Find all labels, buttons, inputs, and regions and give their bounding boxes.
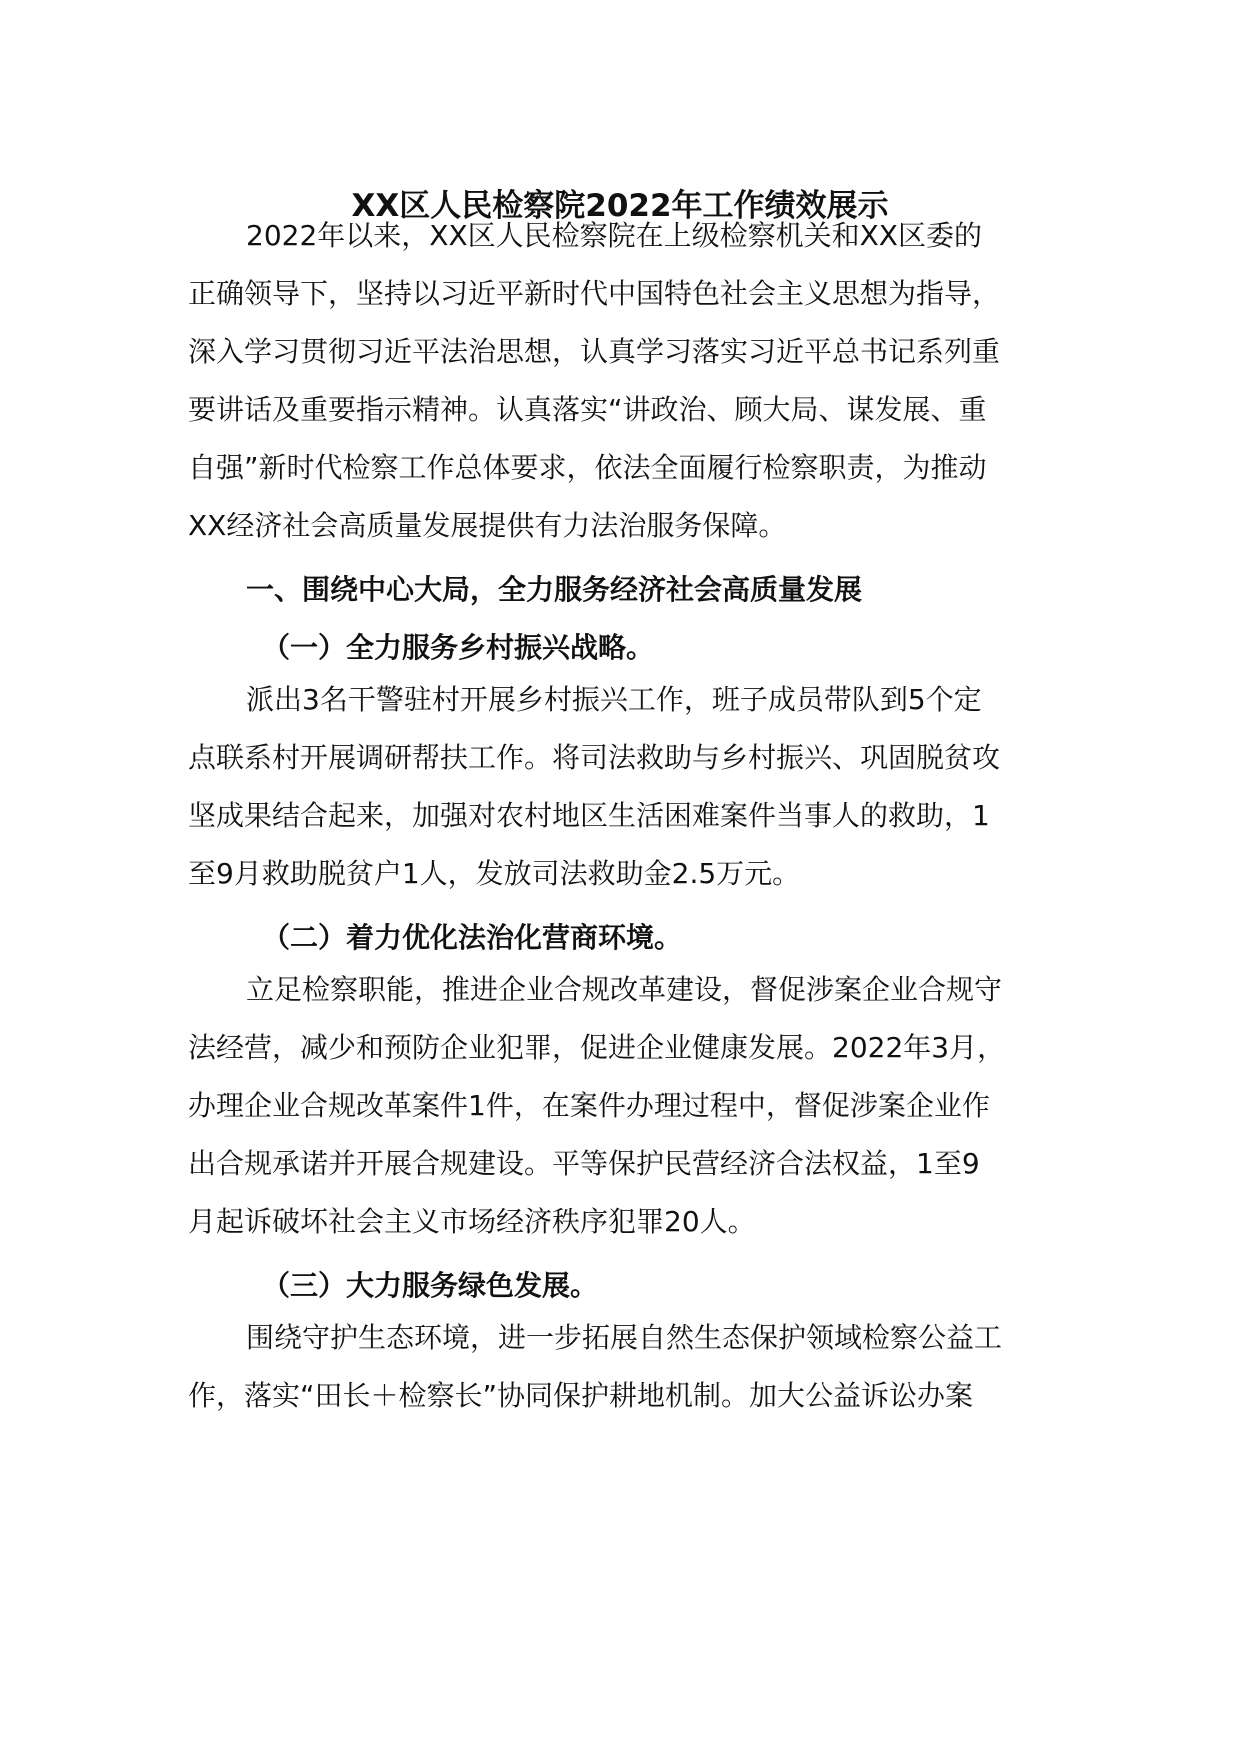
sub1-line-1: 派出3名干警驻村开展乡村振兴工作，班子成员带队到5个定	[246, 683, 982, 716]
subsection-heading-2: （二）着力优化法治化营商环境。	[262, 921, 683, 954]
subsection-heading-1: （一）全力服务乡村振兴战略。	[262, 631, 655, 664]
intro-line-1: 2022年以来，XX区人民检察院在上级检察机关和XX区委的	[246, 219, 982, 252]
subsection-heading-3: （三）大力服务绿色发展。	[262, 1269, 599, 1302]
section-heading-1: 一、围绕中心大局，全力服务经济社会高质量发展	[246, 573, 863, 606]
sub2-line-2: 法经营，减少和预防企业犯罪，促进企业健康发展。2022年3月，	[188, 1031, 1006, 1064]
intro-line-6: XX经济社会高质量发展提供有力法治服务保障。	[188, 509, 787, 542]
intro-line-4: 要讲话及重要指示精神。认真落实“讲政治、顾大局、谋发展、重	[188, 393, 987, 426]
sub2-line-3: 办理企业合规改革案件1件，在案件办理过程中，督促涉案企业作	[188, 1089, 990, 1122]
intro-line-2: 正确领导下，坚持以习近平新时代中国特色社会主义思想为指导，	[188, 277, 1001, 310]
intro-line-5: 自强”新时代检察工作总体要求，依法全面履行检察职责，为推动	[188, 451, 987, 484]
document-title: XX区人民检察院2022年工作绩效展示	[351, 188, 889, 224]
intro-line-3: 深入学习贯彻习近平法治思想，认真学习落实习近平总书记系列重	[188, 335, 1001, 368]
sub2-line-5: 月起诉破坏社会主义市场经济秩序犯罪20人。	[188, 1205, 756, 1238]
sub3-line-1: 围绕守护生态环境，进一步拓展自然生态保护领域检察公益工	[246, 1321, 1003, 1354]
sub1-line-3: 坚成果结合起来，加强对农村地区生活困难案件当事人的救助，1	[188, 799, 990, 832]
sub3-line-2: 作，落实“田长＋检察长”协同保护耕地机制。加大公益诉讼办案	[188, 1379, 974, 1412]
sub1-line-2: 点联系村开展调研帮扶工作。将司法救助与乡村振兴、巩固脱贫攻	[188, 741, 1001, 774]
sub2-line-1: 立足检察职能，推进企业合规改革建设，督促涉案企业合规守	[246, 973, 1003, 1006]
sub2-line-4: 出合规承诺并开展合规建设。平等保护民营经济合法权益，1至9	[188, 1147, 980, 1180]
sub1-line-4: 至9月救助脱贫户1人，发放司法救助金2.5万元。	[188, 857, 801, 890]
